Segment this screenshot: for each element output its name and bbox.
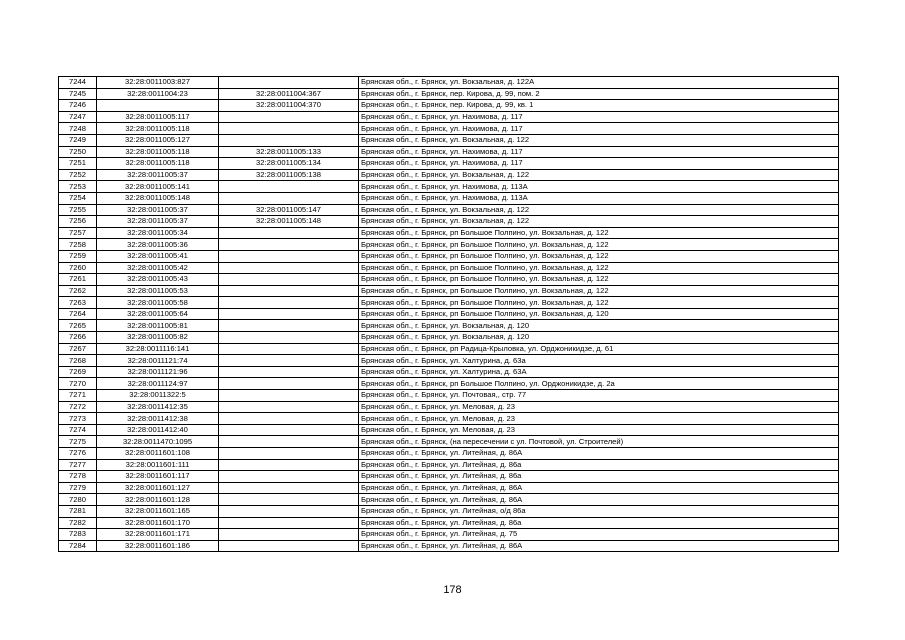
- address-cell: Брянская обл., г. Брянск, ул. Халтурина, д. 63А: [359, 366, 839, 378]
- linked-cadastral-number-cell: [219, 181, 359, 193]
- row-number-cell: 7249: [59, 134, 97, 146]
- address-cell: Брянская обл., г. Брянск, пер. Кирова, д. 99, пом. 2: [359, 88, 839, 100]
- address-cell: Брянская обл., г. Брянск, ул. Вокзальная, д. 122: [359, 216, 839, 228]
- table-row: [59, 332, 839, 344]
- table-row: [59, 355, 839, 367]
- table-row: [59, 494, 839, 506]
- address-cell: Брянская обл., г. Брянск, ул. Литейная, д. 86А: [359, 448, 839, 460]
- cadastral-number-cell: 32:28:0011005:141: [97, 181, 219, 193]
- table-row: [59, 285, 839, 297]
- address-cell: Брянская обл., г. Брянск, рп Большое Полпино, ул. Вокзальная, д. 122: [359, 262, 839, 274]
- table-row: [59, 517, 839, 529]
- cadastral-number-cell: 32:28:0011005:37: [97, 204, 219, 216]
- cadastral-number-cell: 32:28:0011601:108: [97, 448, 219, 460]
- row-number-cell: 7256: [59, 216, 97, 228]
- cadastral-number-cell: 32:28:0011003:827: [97, 77, 219, 89]
- linked-cadastral-number-cell: [219, 134, 359, 146]
- linked-cadastral-number-cell: [219, 471, 359, 483]
- table-row: [59, 505, 839, 517]
- row-number-cell: 7244: [59, 77, 97, 89]
- row-number-cell: 7250: [59, 146, 97, 158]
- table-row: [59, 216, 839, 228]
- address-cell: Брянская обл., г. Брянск, рп Большое Полпино, ул. Вокзальная, д. 122: [359, 274, 839, 286]
- cadastral-number-cell: 32:28:0011005:34: [97, 227, 219, 239]
- linked-cadastral-number-cell: [219, 274, 359, 286]
- address-cell: Брянская обл., г. Брянск, ул. Вокзальная, д. 122: [359, 204, 839, 216]
- address-cell: Брянская обл., г. Брянск, рп Большое Полпино, ул. Вокзальная, д. 122: [359, 227, 839, 239]
- linked-cadastral-number-cell: 32:28:0011005:148: [219, 216, 359, 228]
- table-row: [59, 111, 839, 123]
- address-cell: Брянская обл., г. Брянск, ул. Литейная, д. 86а: [359, 471, 839, 483]
- address-cell: Брянская обл., г. Брянск, ул. Вокзальная, д. 122: [359, 134, 839, 146]
- cadastral-number-cell: 32:28:0011601:165: [97, 505, 219, 517]
- linked-cadastral-number-cell: [219, 505, 359, 517]
- cadastral-number-cell: 32:28:0011601:186: [97, 540, 219, 552]
- linked-cadastral-number-cell: [219, 77, 359, 89]
- table-body: [59, 77, 839, 552]
- address-cell: Брянская обл., г. Брянск, пер. Кирова, д. 99, кв. 1: [359, 100, 839, 112]
- address-cell: Брянская обл., г. Брянск, ул. Литейная, д. 86А: [359, 540, 839, 552]
- table-row: [59, 262, 839, 274]
- table-row: [59, 540, 839, 552]
- linked-cadastral-number-cell: [219, 436, 359, 448]
- table-row: [59, 424, 839, 436]
- linked-cadastral-number-cell: [219, 111, 359, 123]
- table-row: [59, 459, 839, 471]
- table-row: [59, 100, 839, 112]
- row-number-cell: 7262: [59, 285, 97, 297]
- linked-cadastral-number-cell: [219, 540, 359, 552]
- linked-cadastral-number-cell: [219, 517, 359, 529]
- table-row: [59, 366, 839, 378]
- table-row: [59, 134, 839, 146]
- row-number-cell: 7254: [59, 192, 97, 204]
- linked-cadastral-number-cell: [219, 262, 359, 274]
- address-cell: Брянская обл., г. Брянск, ул. Литейная, д. 86А: [359, 482, 839, 494]
- linked-cadastral-number-cell: [219, 285, 359, 297]
- row-number-cell: 7264: [59, 308, 97, 320]
- address-cell: Брянская обл., г. Брянск, ул. Меловая, д. 23: [359, 424, 839, 436]
- table-row: [59, 297, 839, 309]
- cadastral-number-cell: 32:28:0011601:111: [97, 459, 219, 471]
- table-row: [59, 529, 839, 541]
- cadastral-number-cell: 32:28:0011005:37: [97, 169, 219, 181]
- row-number-cell: 7257: [59, 227, 97, 239]
- linked-cadastral-number-cell: 32:28:0011005:134: [219, 158, 359, 170]
- cadastral-number-cell: 32:28:0011005:42: [97, 262, 219, 274]
- row-number-cell: 7251: [59, 158, 97, 170]
- row-number-cell: 7248: [59, 123, 97, 135]
- linked-cadastral-number-cell: [219, 308, 359, 320]
- address-cell: Брянская обл., г. Брянск, ул. Меловая, д. 23: [359, 401, 839, 413]
- cadastral-number-cell: 32:28:0011124:97: [97, 378, 219, 390]
- table-row: [59, 471, 839, 483]
- address-cell: Брянская обл., г. Брянск, ул. Нахимова, д. 117: [359, 158, 839, 170]
- row-number-cell: 7260: [59, 262, 97, 274]
- linked-cadastral-number-cell: [219, 494, 359, 506]
- table-row: [59, 448, 839, 460]
- row-number-cell: 7271: [59, 390, 97, 402]
- table-row: [59, 390, 839, 402]
- linked-cadastral-number-cell: 32:28:0011005:147: [219, 204, 359, 216]
- row-number-cell: 7277: [59, 459, 97, 471]
- table-row: [59, 146, 839, 158]
- linked-cadastral-number-cell: [219, 448, 359, 460]
- cadastral-number-cell: 32:28:0011601:170: [97, 517, 219, 529]
- row-number-cell: 7282: [59, 517, 97, 529]
- address-cell: Брянская обл., г. Брянск, ул. Вокзальная, д. 120: [359, 320, 839, 332]
- cadastral-number-cell: 32:28:0011412:35: [97, 401, 219, 413]
- table-row: [59, 413, 839, 425]
- row-number-cell: 7258: [59, 239, 97, 251]
- table-row: [59, 181, 839, 193]
- cadastral-number-cell: 32:28:0011005:37: [97, 216, 219, 228]
- cadastral-number-cell: 32:28:0011322:5: [97, 390, 219, 402]
- row-number-cell: 7252: [59, 169, 97, 181]
- cadastral-number-cell: 32:28:0011005:82: [97, 332, 219, 344]
- linked-cadastral-number-cell: [219, 413, 359, 425]
- cadastral-number-cell: 32:28:0011005:36: [97, 239, 219, 251]
- linked-cadastral-number-cell: [219, 192, 359, 204]
- cadastral-number-cell: 32:28:0011470:1095: [97, 436, 219, 448]
- row-number-cell: 7266: [59, 332, 97, 344]
- address-cell: Брянская обл., г. Брянск, ул. Меловая, д. 23: [359, 413, 839, 425]
- address-cell: Брянская обл., г. Брянск, ул. Нахимова, д. 117: [359, 123, 839, 135]
- linked-cadastral-number-cell: [219, 529, 359, 541]
- row-number-cell: 7273: [59, 413, 97, 425]
- address-cell: Брянская обл., г. Брянск, ул. Вокзальная, д. 120: [359, 332, 839, 344]
- row-number-cell: 7261: [59, 274, 97, 286]
- cadastral-number-cell: 32:28:0011601:171: [97, 529, 219, 541]
- cadastral-number-cell: 32:28:0011601:117: [97, 471, 219, 483]
- linked-cadastral-number-cell: 32:28:0011005:138: [219, 169, 359, 181]
- table-row: [59, 308, 839, 320]
- row-number-cell: 7276: [59, 448, 97, 460]
- cadastral-number-cell: 32:28:0011005:53: [97, 285, 219, 297]
- row-number-cell: 7275: [59, 436, 97, 448]
- address-cell: Брянская обл., г. Брянск, ул. Литейная, о/д 86а: [359, 505, 839, 517]
- linked-cadastral-number-cell: 32:28:0011004:367: [219, 88, 359, 100]
- cadastral-number-cell: [97, 100, 219, 112]
- row-number-cell: 7280: [59, 494, 97, 506]
- linked-cadastral-number-cell: 32:28:0011004:370: [219, 100, 359, 112]
- table-row: [59, 250, 839, 262]
- address-cell: Брянская обл., г. Брянск, рп Большое Полпино, ул. Вокзальная, д. 122: [359, 285, 839, 297]
- cadastral-number-cell: 32:28:0011005:118: [97, 158, 219, 170]
- page-number: 178: [443, 584, 462, 596]
- cadastral-number-cell: 32:28:0011004:23: [97, 88, 219, 100]
- cadastral-number-cell: 32:28:0011121:96: [97, 366, 219, 378]
- address-cell: Брянская обл., г. Брянск, ул. Нахимова, д. 113А: [359, 181, 839, 193]
- linked-cadastral-number-cell: [219, 123, 359, 135]
- address-cell: Брянская обл., г. Брянск, рп Большое Полпино, ул. Вокзальная, д. 122: [359, 297, 839, 309]
- cadastral-number-cell: 32:28:0011121:74: [97, 355, 219, 367]
- linked-cadastral-number-cell: [219, 424, 359, 436]
- linked-cadastral-number-cell: [219, 459, 359, 471]
- address-cell: Брянская обл., г. Брянск, (на пересечении с ул. Почтовой, ул. Строителей): [359, 436, 839, 448]
- address-cell: Брянская обл., г. Брянск, ул. Нахимова, д. 117: [359, 146, 839, 158]
- linked-cadastral-number-cell: [219, 332, 359, 344]
- cadastral-number-cell: 32:28:0011601:128: [97, 494, 219, 506]
- row-number-cell: 7268: [59, 355, 97, 367]
- table-row: [59, 239, 839, 251]
- address-cell: Брянская обл., г. Брянск, рп Большое Полпино, ул. Вокзальная, д. 122: [359, 239, 839, 251]
- table-row: [59, 401, 839, 413]
- row-number-cell: 7284: [59, 540, 97, 552]
- cadastral-number-cell: 32:28:0011005:127: [97, 134, 219, 146]
- table-row: [59, 343, 839, 355]
- linked-cadastral-number-cell: 32:28:0011005:133: [219, 146, 359, 158]
- row-number-cell: 7263: [59, 297, 97, 309]
- row-number-cell: 7259: [59, 250, 97, 262]
- table-row: [59, 436, 839, 448]
- table-row: [59, 227, 839, 239]
- cadastral-number-cell: 32:28:0011005:148: [97, 192, 219, 204]
- cadastral-number-cell: 32:28:0011005:64: [97, 308, 219, 320]
- row-number-cell: 7283: [59, 529, 97, 541]
- row-number-cell: 7269: [59, 366, 97, 378]
- row-number-cell: 7278: [59, 471, 97, 483]
- address-cell: Брянская обл., г. Брянск, ул. Литейная, д. 75: [359, 529, 839, 541]
- address-cell: Брянская обл., г. Брянск, рп Большое Полпино, ул. Вокзальная, д. 120: [359, 308, 839, 320]
- table-row: [59, 169, 839, 181]
- address-cell: Брянская обл., г. Брянск, ул. Вокзальная, д. 122: [359, 169, 839, 181]
- linked-cadastral-number-cell: [219, 401, 359, 413]
- row-number-cell: 7267: [59, 343, 97, 355]
- linked-cadastral-number-cell: [219, 239, 359, 251]
- row-number-cell: 7246: [59, 100, 97, 112]
- linked-cadastral-number-cell: [219, 378, 359, 390]
- address-cell: Брянская обл., г. Брянск, ул. Литейная, д. 86А: [359, 494, 839, 506]
- cadastral-number-cell: 32:28:0011412:40: [97, 424, 219, 436]
- cadastral-number-cell: 32:28:0011005:58: [97, 297, 219, 309]
- address-cell: Брянская обл., г. Брянск, рп Большое Полпино, ул. Орджоникидзе, д. 2а: [359, 378, 839, 390]
- linked-cadastral-number-cell: [219, 227, 359, 239]
- cadastral-number-cell: 32:28:0011005:118: [97, 146, 219, 158]
- row-number-cell: 7255: [59, 204, 97, 216]
- row-number-cell: 7265: [59, 320, 97, 332]
- cadastral-table: [58, 76, 839, 552]
- table-row: [59, 482, 839, 494]
- linked-cadastral-number-cell: [219, 482, 359, 494]
- cadastral-number-cell: 32:28:0011005:41: [97, 250, 219, 262]
- row-number-cell: 7281: [59, 505, 97, 517]
- address-cell: Брянская обл., г. Брянск, рп Радица-Крыловка, ул. Орджоникидзе, д. 61: [359, 343, 839, 355]
- linked-cadastral-number-cell: [219, 297, 359, 309]
- row-number-cell: 7279: [59, 482, 97, 494]
- cadastral-number-cell: 32:28:0011005:43: [97, 274, 219, 286]
- table-row: [59, 77, 839, 89]
- address-cell: Брянская обл., г. Брянск, ул. Нахимова, д. 117: [359, 111, 839, 123]
- cadastral-number-cell: 32:28:0011412:38: [97, 413, 219, 425]
- linked-cadastral-number-cell: [219, 355, 359, 367]
- linked-cadastral-number-cell: [219, 366, 359, 378]
- address-cell: Брянская обл., г. Брянск, ул. Нахимова, д. 113А: [359, 192, 839, 204]
- cadastral-number-cell: 32:28:0011005:81: [97, 320, 219, 332]
- table-row: [59, 158, 839, 170]
- row-number-cell: 7272: [59, 401, 97, 413]
- cadastral-number-cell: 32:28:0011005:117: [97, 111, 219, 123]
- cadastral-number-cell: 32:28:0011005:118: [97, 123, 219, 135]
- linked-cadastral-number-cell: [219, 320, 359, 332]
- address-cell: Брянская обл., г. Брянск, рп Большое Полпино, ул. Вокзальная, д. 122: [359, 250, 839, 262]
- address-cell: Брянская обл., г. Брянск, ул. Литейная, д. 86а: [359, 459, 839, 471]
- table-row: [59, 88, 839, 100]
- linked-cadastral-number-cell: [219, 390, 359, 402]
- table-row: [59, 274, 839, 286]
- address-cell: Брянская обл., г. Брянск, ул. Литейная, д. 86а: [359, 517, 839, 529]
- address-cell: Брянская обл., г. Брянск, ул. Вокзальная, д. 122А: [359, 77, 839, 89]
- address-cell: Брянская обл., г. Брянск, ул. Почтовая,, стр. 77: [359, 390, 839, 402]
- table-row: [59, 378, 839, 390]
- table-row: [59, 204, 839, 216]
- cadastral-number-cell: 32:28:0011601:127: [97, 482, 219, 494]
- row-number-cell: 7270: [59, 378, 97, 390]
- table-row: [59, 192, 839, 204]
- linked-cadastral-number-cell: [219, 250, 359, 262]
- table-row: [59, 123, 839, 135]
- address-cell: Брянская обл., г. Брянск, ул. Халтурина, д. 63а: [359, 355, 839, 367]
- row-number-cell: 7247: [59, 111, 97, 123]
- linked-cadastral-number-cell: [219, 343, 359, 355]
- cadastral-number-cell: 32:28:0011116:141: [97, 343, 219, 355]
- row-number-cell: 7253: [59, 181, 97, 193]
- row-number-cell: 7245: [59, 88, 97, 100]
- row-number-cell: 7274: [59, 424, 97, 436]
- table-row: [59, 320, 839, 332]
